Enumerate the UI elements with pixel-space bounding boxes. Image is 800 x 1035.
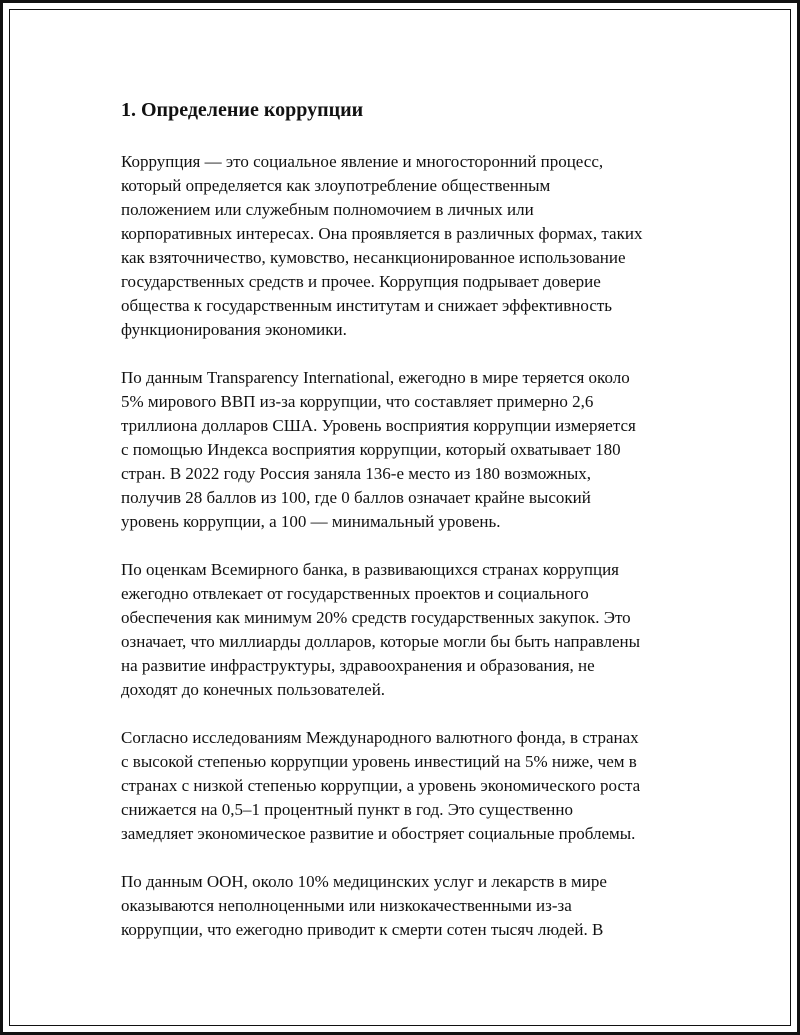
paragraph-line: который определяется как злоупотребление общественным [121,176,551,195]
paragraph-line: стран. В 2022 году Россия заняла 136-е место из 180 возможных, [121,464,592,483]
paragraph-line: Согласно исследованиям Международного валютного фонда, в странах [121,728,639,747]
paragraph-line: триллиона долларов США. Уровень восприятия коррупции измеряется [121,416,636,435]
paragraph-line: на развитие инфраструктуры, здравоохранения и образования, не [121,656,595,675]
paragraph-transparency-international [121,366,701,534]
paragraph-line: функционирования экономики. [121,320,347,339]
paragraph-line: означает, что миллиарды долларов, которые могли бы быть направлены [121,632,641,651]
paragraph-line: государственных средств и прочее. Коррупция подрывает доверие [121,272,601,291]
paragraph-line: По данным Transparency International, ежегодно в мире теряется около [121,368,630,387]
paragraph-line: как взяточничество, кумовство, несанкционированное использование [121,248,626,267]
paragraph-line: с высокой степенью коррупции уровень инвестиций на 5% ниже, чем в [121,752,637,771]
paragraph-line: замедляет экономическое развитие и обостряет социальные проблемы. [121,824,636,843]
paragraph-line: коррупции, что ежегодно приводит к смерти сотен тысяч людей. В [121,920,604,939]
document-content [121,91,701,966]
paragraph-line: получив 28 баллов из 100, где 0 баллов означает крайне высокий [121,488,591,507]
paragraph-line: доходят до конечных пользователей. [121,680,386,699]
paragraph-line: По данным ООН, около 10% медицинских услуг и лекарств в мире [121,872,607,891]
paragraph-line: снижается на 0,5–1 процентный пункт в год. Это существенно [121,800,573,819]
paragraph-line: Коррупция — это социальное явление и многосторонний процесс, [121,152,604,171]
paragraph-line: странах с низкой степенью коррупции, а уровень экономического роста [121,776,641,795]
paragraph-line: оказываются неполноценными или низкокачественными из-за [121,896,572,915]
paragraph-un [121,870,701,942]
paragraph-line: общества к государственным институтам и снижает эффективность [121,296,613,315]
paragraph-line: ежегодно отвлекает от государственных проектов и социального [121,584,589,603]
section-title: 1. Определение коррупции [121,99,364,121]
paragraph-imf [121,726,701,846]
paragraph-line: уровень коррупции, а 100 — минимальный уровень. [121,512,501,531]
paragraph-line: с помощью Индекса восприятия коррупции, который охватывает 180 [121,440,621,459]
paragraph-line: корпоративных интересах. Она проявляется в различных формах, таких [121,224,643,243]
paragraph-line: положением или служебным полномочием в личных или [121,200,534,219]
paragraph-line: 5% мирового ВВП из-за коррупции, что составляет примерно 2,6 [121,392,594,411]
paragraph-definition [121,150,701,342]
paragraph-world-bank [121,558,701,702]
paragraph-line: По оценкам Всемирного банка, в развивающихся странах коррупция [121,560,619,579]
paragraph-line: обеспечения как минимум 20% средств государственных закупок. Это [121,608,631,627]
